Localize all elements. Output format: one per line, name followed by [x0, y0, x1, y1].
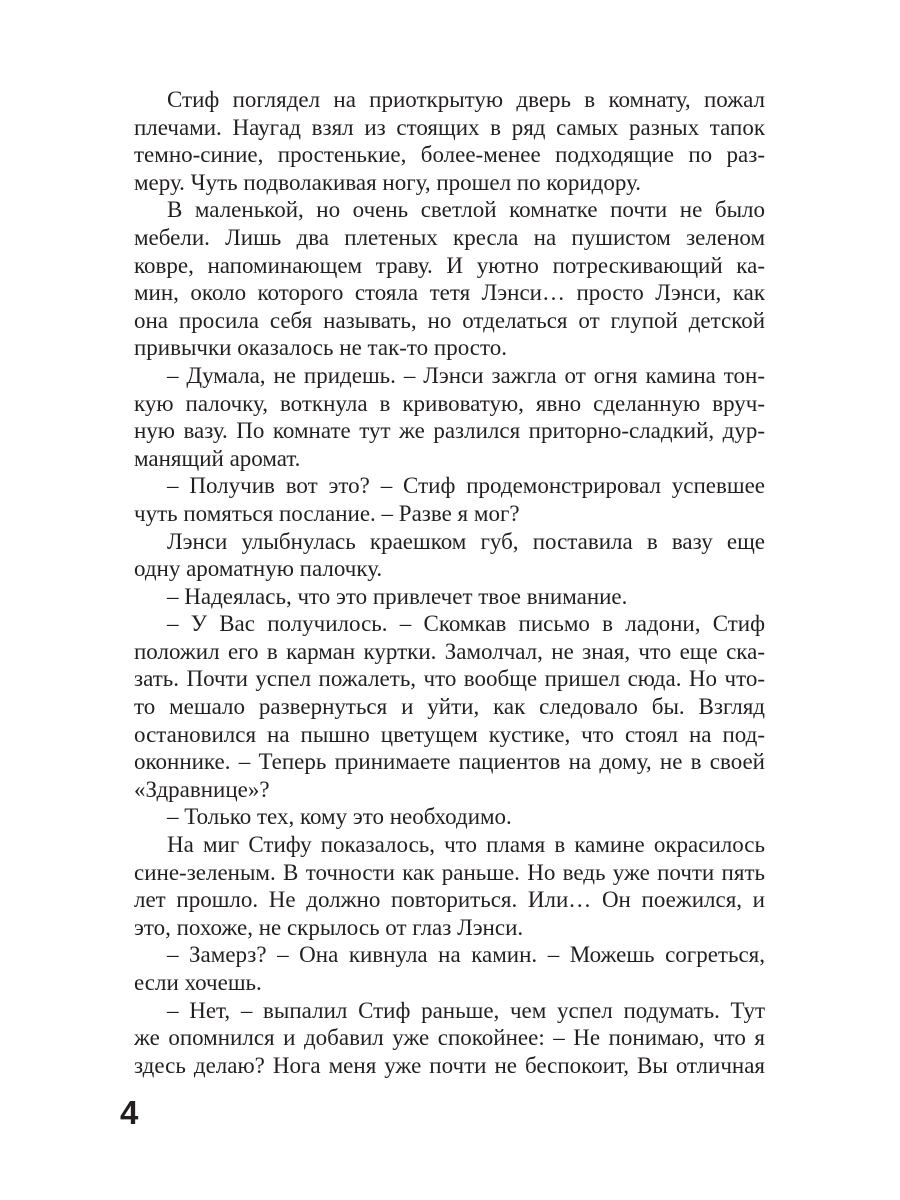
- text-line: В маленькой, но очень светлой комнатке почти не было: [167, 197, 765, 223]
- text-line: одну ароматную палочку.: [134, 556, 383, 582]
- text-line: плечами. Наугад взял из стоящих в ряд самых разных тапок: [134, 114, 765, 140]
- text-line: Лэнси улыбнулась краешком губ, поставила в вазу еще: [167, 528, 765, 554]
- text-line: мин, около которого стояла тетя Лэнси… просто Лэнси, как: [134, 280, 765, 306]
- text-line: – У Вас получилось. – Скомкав письмо в ладони, Стиф: [167, 611, 765, 637]
- text-line: зать. Почти успел пожалеть, что вообще пришел сюда. Но что-: [134, 666, 765, 692]
- body-text: [134, 86, 765, 1079]
- paragraph: [134, 831, 765, 941]
- page-number: 4: [120, 1094, 139, 1131]
- paragraph: [134, 362, 765, 472]
- text-line: – Только тех, кому это необходимо.: [167, 804, 512, 830]
- text-line: кую палочку, воткнула в кривоватую, явно сделанную вруч-: [134, 390, 765, 416]
- paragraph: [134, 610, 765, 803]
- paragraph: [134, 86, 765, 196]
- paragraph: [134, 941, 765, 996]
- paragraph: [134, 472, 765, 527]
- text-line: – Замерз? – Она кивнула на камин. – Можешь согреться,: [167, 942, 765, 968]
- text-line: Стиф поглядел на приоткрытую дверь в комнату, пожал: [167, 87, 765, 112]
- text-line: здесь делаю? Нога меня уже почти не беспокоит, Вы отличная: [134, 1052, 765, 1078]
- text-line: темно-синие, простенькие, более-менее подходящие по раз-: [134, 142, 765, 168]
- text-line: меру. Чуть подволакивая ногу, прошел по коридору.: [134, 169, 642, 195]
- text-line: ную вазу. По комнате тут же разлился приторно-сладкий, дур-: [134, 418, 765, 444]
- text-line: ковре, напоминающем траву. И уютно потрескивающий ка-: [134, 252, 765, 278]
- paragraph: [134, 583, 765, 611]
- paragraph: [134, 528, 765, 583]
- text-line: то мешало развернуться и уйти, как следовало бы. Взгляд: [134, 694, 765, 720]
- text-line: остановился на пышно цветущем кустике, что стоял на под-: [134, 721, 765, 747]
- text-line: – Получив вот это? – Стиф продемонстрировал успевшее: [167, 473, 765, 499]
- text-line: чуть помяться послание. – Разве я мог?: [134, 500, 520, 526]
- text-line: мебели. Лишь два плетеных кресла на пушистом зеленом: [134, 224, 765, 250]
- paragraph: [134, 997, 765, 1080]
- text-line: – Надеялась, что это привлечет твое внимание.: [167, 583, 628, 609]
- text-line: привычки оказалось не так-то просто.: [134, 335, 507, 361]
- text-line: На миг Стифу показалось, что пламя в камине окрасилось: [167, 832, 765, 858]
- text-line: же опомнился и добавил уже спокойнее: – Не понимаю, что я: [134, 1025, 765, 1051]
- text-line: – Нет, – выпалил Стиф раньше, чем успел подумать. Тут: [167, 997, 765, 1023]
- text-line: манящий аромат.: [134, 445, 301, 471]
- text-line: положил его в карман куртки. Замолчал, не зная, что еще ска-: [134, 638, 765, 664]
- text-line: лет прошло. Не должно повториться. Или… Он поежился, и: [134, 887, 765, 913]
- text-line: если хочешь.: [134, 970, 262, 995]
- text-line: – Думала, не придешь. – Лэнси зажгла от огня камина тон-: [167, 362, 765, 388]
- text-line: это, похоже, не скрылось от глаз Лэнси.: [134, 914, 524, 940]
- text-line: сине-зеленым. В точности как раньше. Но ведь уже почти пять: [134, 859, 765, 885]
- paragraph: [134, 196, 765, 362]
- text-line: оконнике. – Теперь принимаете пациентов на дому, не в своей: [134, 749, 765, 775]
- text-line: она просила себя называть, но отделаться от глупой детской: [134, 307, 765, 333]
- text-line: «Здравнице»?: [134, 776, 270, 802]
- paragraph: [134, 803, 765, 831]
